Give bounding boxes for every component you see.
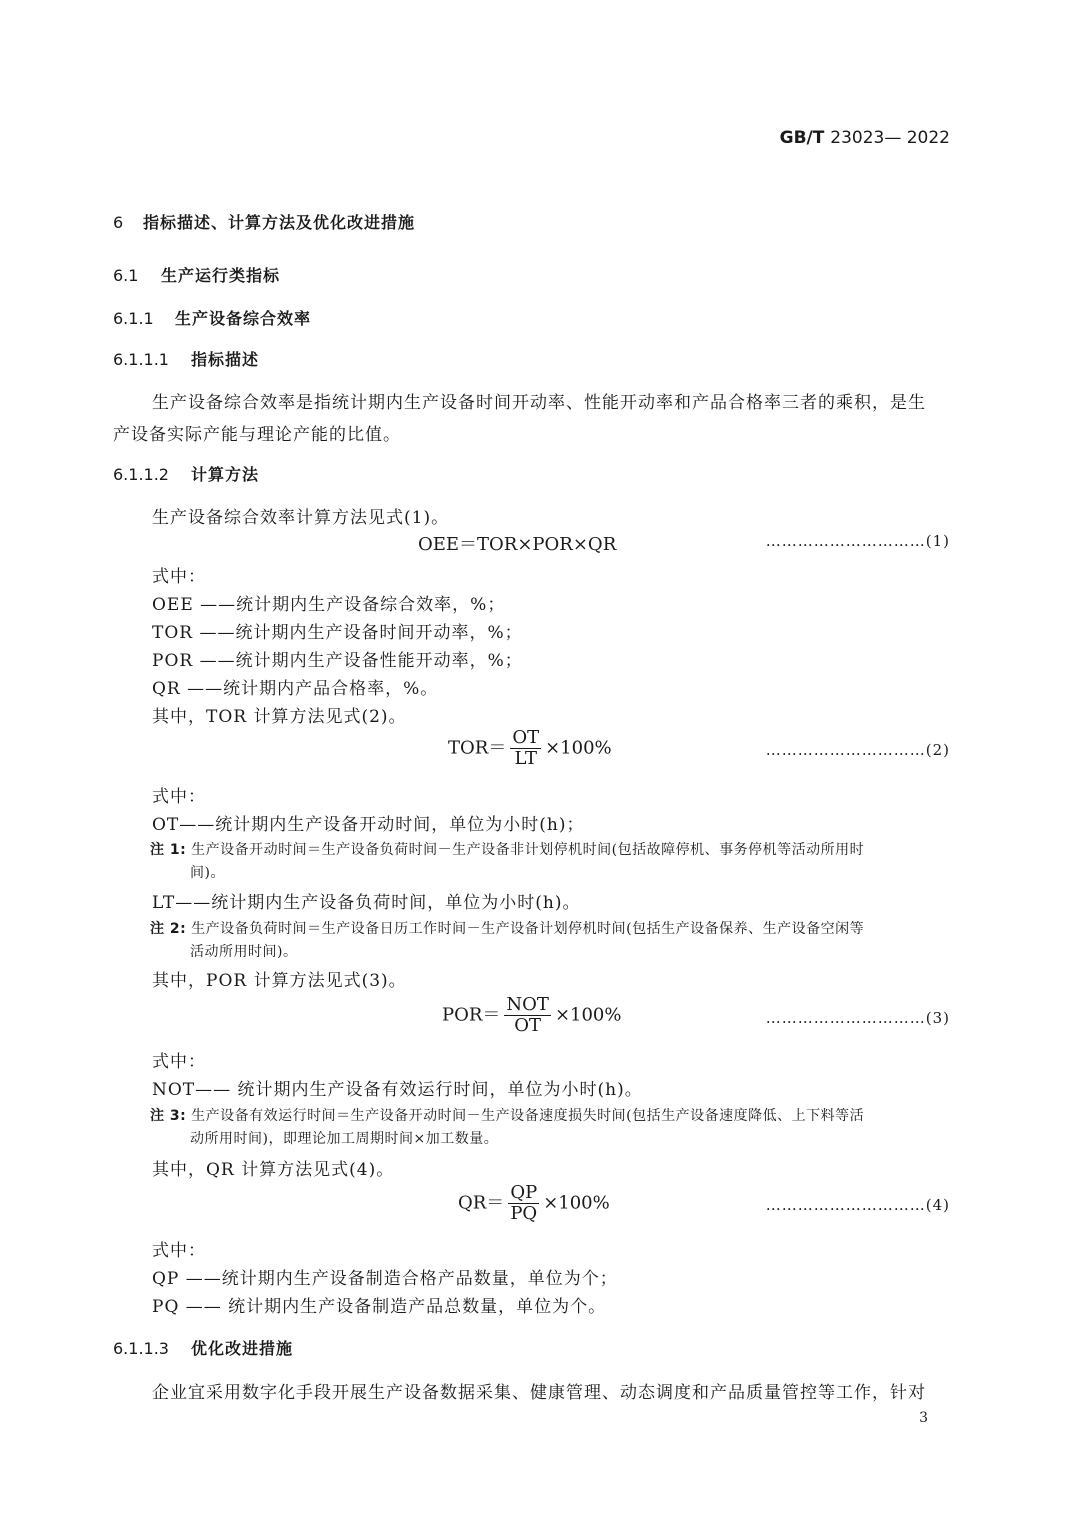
section-number: 6.1.1.2 <box>113 465 169 484</box>
section-number: 6.1.1.1 <box>113 350 169 369</box>
formula-lhs: POR＝ <box>442 1004 501 1026</box>
formula-1: OEE＝TOR×POR×QR <box>418 534 617 555</box>
section-6-1-heading <box>113 263 280 286</box>
fraction-numerator: NOT <box>506 994 549 1015</box>
formula-4-intro: 其中，QR 计算方法见式(4)。 <box>152 1160 395 1180</box>
standard-code <box>780 128 950 148</box>
definition-qp: QP ——统计期内生产设备制造合格产品数量，单位为个； <box>152 1269 618 1289</box>
fraction <box>504 995 551 1036</box>
description-line-1: 生产设备综合效率是指统计期内生产设备时间开动率、性能开动率和产品合格率三者的乘积，是生 <box>152 393 926 413</box>
note-2 <box>150 918 864 938</box>
formula-2 <box>448 728 612 769</box>
definition-por: POR ——统计期内生产设备性能开动率，%； <box>152 651 523 671</box>
definition-ot: OT——统计期内生产设备开动时间，单位为小时(h)； <box>152 815 585 835</box>
section-title: 指标描述、计算方法及优化改进措施 <box>143 213 416 232</box>
formula-2-number: …………………………(2) <box>765 741 950 759</box>
section-number: 6 <box>113 213 124 232</box>
where-label-4: 式中： <box>152 1241 206 1261</box>
section-6-1-1-2-heading <box>113 462 259 485</box>
section-title: 指标描述 <box>191 350 260 369</box>
section-title: 计算方法 <box>191 465 260 484</box>
fraction-numerator: OT <box>512 727 540 748</box>
section-title: 生产设备综合效率 <box>175 309 312 328</box>
improvement-line-1: 企业宜采用数字化手段开展生产设备数据采集、健康管理、动态调度和产品质量管控等工作，针对 <box>152 1383 926 1403</box>
formula-1-number: …………………………(1) <box>765 532 950 550</box>
section-6-heading <box>113 210 415 233</box>
note-label: 注 3: <box>150 1108 187 1124</box>
standard-code-number: 23023— 2022 <box>830 128 950 148</box>
definition-oee: OEE ——统计期内生产设备综合效率，%； <box>152 595 506 615</box>
definition-tor: TOR ——统计期内生产设备时间开动率，%； <box>152 623 523 643</box>
definition-lt: LT——统计期内生产设备负荷时间，单位为小时(h)。 <box>152 893 581 913</box>
formula-rhs: ×100% <box>554 1004 622 1026</box>
where-label-2: 式中： <box>152 787 206 807</box>
fraction <box>508 1183 539 1224</box>
fraction <box>510 728 541 769</box>
formula-rhs: ×100% <box>545 737 612 759</box>
where-label-3: 式中： <box>152 1052 206 1072</box>
note-1 <box>150 839 864 859</box>
formula-4 <box>458 1183 610 1224</box>
formula-rhs: ×100% <box>543 1192 610 1214</box>
formula-4-number: …………………………(4) <box>765 1196 950 1214</box>
section-title: 优化改进措施 <box>191 1339 294 1358</box>
section-title: 生产运行类指标 <box>161 266 281 285</box>
fraction-denominator: PQ <box>510 1203 538 1224</box>
section-number: 6.1.1 <box>113 309 154 328</box>
definition-not: NOT—— 统计期内生产设备有效运行时间，单位为小时(h)。 <box>152 1080 643 1100</box>
note-label: 注 2: <box>150 921 187 937</box>
section-number: 6.1.1.3 <box>113 1339 169 1358</box>
standard-code-prefix: GB/T <box>779 128 825 148</box>
page-number: 3 <box>919 1410 928 1426</box>
formula-3-intro: 其中，POR 计算方法见式(3)。 <box>152 971 407 991</box>
where-label-1: 式中： <box>152 567 206 587</box>
note-1-continued: 间)。 <box>190 865 225 881</box>
note-3 <box>150 1105 864 1125</box>
section-number: 6.1 <box>113 266 139 285</box>
formula-3 <box>442 995 621 1036</box>
note-label: 注 1: <box>150 842 187 858</box>
note-text: 生产设备开动时间＝生产设备负荷时间－生产设备非计划停机时间(包括故障停机、事务停机等活动所用时 <box>191 842 865 858</box>
note-text: 生产设备有效运行时间＝生产设备开动时间－生产设备速度损失时间(包括生产设备速度降低、上下料等活 <box>191 1108 865 1124</box>
section-6-1-1-3-heading <box>113 1336 293 1359</box>
note-2-continued: 活动所用时间)。 <box>190 944 298 960</box>
section-6-1-1-1-heading <box>113 347 259 370</box>
fraction-denominator: OT <box>514 1015 542 1036</box>
formula-lhs: TOR＝ <box>448 737 507 759</box>
note-3-continued: 动所用时间)，即理论加工周期时间×加工数量。 <box>190 1131 499 1147</box>
formula-3-number: …………………………(3) <box>765 1009 950 1027</box>
note-text: 生产设备负荷时间＝生产设备日历工作时间－生产设备计划停机时间(包括生产设备保养、生产设备空闲等 <box>191 921 865 937</box>
fraction-numerator: QP <box>510 1182 538 1203</box>
fraction-denominator: LT <box>514 748 537 769</box>
definition-pq: PQ —— 统计期内生产设备制造产品总数量，单位为个。 <box>152 1297 607 1317</box>
definition-qr: QR ——统计期内产品合格率，%。 <box>152 679 439 699</box>
description-line-2: 产设备实际产能与理论产能的比值。 <box>113 425 401 445</box>
formula-lhs: QR＝ <box>458 1192 505 1214</box>
formula-2-intro: 其中，TOR 计算方法见式(2)。 <box>152 707 407 727</box>
section-6-1-1-heading <box>113 306 311 329</box>
formula-1-intro: 生产设备综合效率计算方法见式(1)。 <box>152 508 450 528</box>
